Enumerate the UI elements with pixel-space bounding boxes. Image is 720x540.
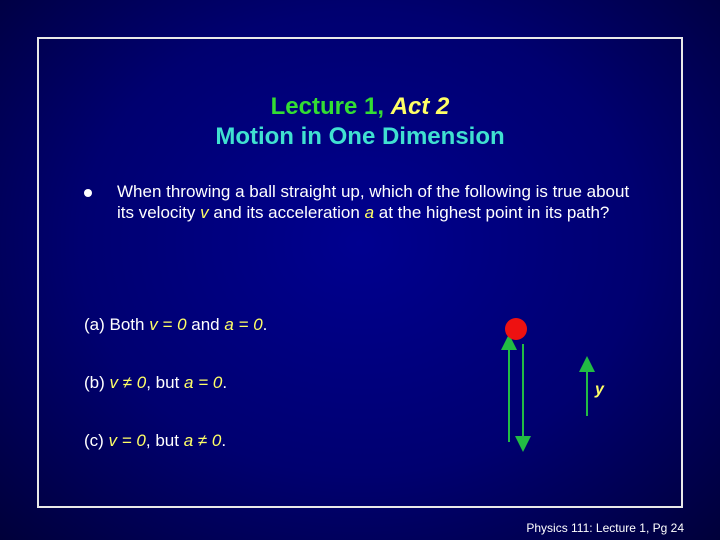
slide-footer: Physics 111: Lecture 1, Pg 24 — [526, 521, 684, 535]
answer-option-b[interactable] — [84, 372, 227, 393]
answer-b-mid: , but — [146, 373, 185, 392]
slide-title — [37, 92, 683, 122]
title-act: Act 2 — [390, 93, 450, 120]
question-acceleration-symbol: a — [364, 203, 375, 222]
answer-c-expr1: v = 0 — [108, 431, 146, 450]
answer-b-expr1: v ≠ 0 — [109, 373, 147, 392]
question-part3: at the highest point in its path? — [374, 203, 610, 222]
answer-a-expr2: a = 0 — [224, 315, 263, 334]
answer-a-suffix: . — [262, 315, 268, 334]
answer-c-expr2: a ≠ 0 — [183, 431, 222, 450]
title-prefix: Lecture 1, — [270, 93, 385, 120]
answer-b-suffix: . — [222, 373, 228, 392]
question-velocity-symbol: v — [200, 203, 209, 222]
answer-b-prefix: (b) — [84, 373, 110, 392]
answer-c-prefix: (c) — [84, 431, 109, 450]
answer-a-prefix: (a) Both — [84, 315, 150, 334]
answer-a-expr1: v = 0 — [149, 315, 187, 334]
question-part1: When throwing a ball straight up, which of the following is true about its velocity — [117, 182, 630, 222]
answer-c-mid: , but — [145, 431, 184, 450]
answer-a-mid: and — [186, 315, 225, 334]
ball-trajectory-diagram — [490, 310, 620, 460]
ball-icon — [505, 318, 527, 340]
answer-b-expr2: a = 0 — [184, 373, 223, 392]
answer-c-suffix: . — [221, 431, 227, 450]
bullet-icon — [84, 189, 92, 197]
y-axis-label: y — [595, 381, 604, 398]
question-part2: and its acceleration — [208, 203, 365, 222]
question-text — [117, 181, 637, 223]
answer-option-a[interactable] — [84, 314, 267, 335]
slide-subtitle: Motion in One Dimension — [215, 123, 505, 150]
answer-option-c[interactable] — [84, 430, 226, 451]
